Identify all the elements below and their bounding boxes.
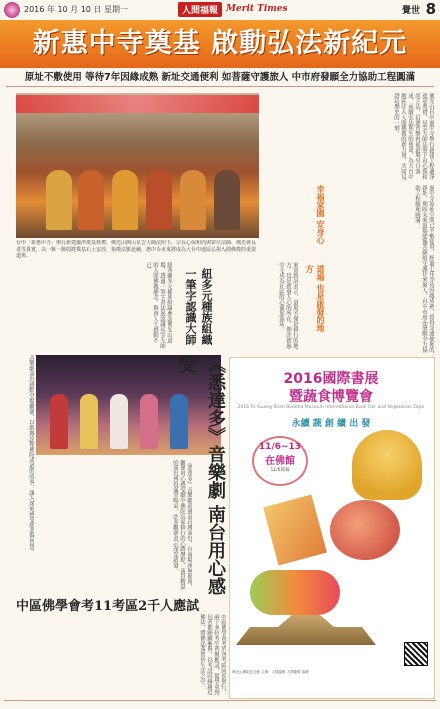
figure xyxy=(146,170,172,230)
article-column: 來賓致詞表示，道場不僅是修行的地方，也是啟發人心的所在，期許新惠中寺成為社區的心靈加油站。 xyxy=(278,262,298,349)
ad-hours: 11/6開幕 xyxy=(270,468,290,473)
qr-code-icon xyxy=(404,642,428,666)
figure xyxy=(50,394,68,449)
ad-title-second-line: 暨蔬食博覽會 xyxy=(289,389,373,405)
pull-quote: 道場 也是啟發的地方 xyxy=(305,265,325,332)
logo-chinese: 人間福報 xyxy=(178,2,222,17)
story-heading: 紐多元種族組織 一筆字認識大師 xyxy=(184,268,213,345)
figure xyxy=(110,394,128,449)
divider xyxy=(6,86,434,87)
fruit-character-illustration xyxy=(330,500,400,560)
figure xyxy=(46,170,72,230)
lotus-logo-icon xyxy=(4,2,20,18)
ad-date-badge xyxy=(252,436,308,486)
ad-subtitle: 2016 Fo Guang Shan Buddha Museum International Book Fair and Vegetarian Expo xyxy=(237,405,425,410)
ad-dates: 11/6~13 xyxy=(258,442,302,452)
photo-banner xyxy=(16,95,259,113)
subheadline: 原址不敷使用 等待7年因緣成熟 新址交通便利 如菩薩守護旅人 中市府發願全力協助工程圓滿 xyxy=(24,72,416,83)
article-column: 惠中寺原址空間已不敷使用，經過七年等待因緣成熟，覓得交通便利的新址，期盼未來道場能像菩薩般守護往來旅人，台中市府亦發願全力協助工程順利圓滿。 xyxy=(414,185,434,353)
figure xyxy=(180,170,206,230)
issue-date: 2016 年 10 月 10 日 星期一 xyxy=(24,5,128,14)
article-column: 《悉達多》音樂劇巡迴南台灣演出，台南場座無虛席，觀眾用心感受劇中佛陀出家修行的心路歷程，演員精湛的演出博得滿堂喝采，許多觀眾表示深受啟發。 xyxy=(172,460,192,590)
figure xyxy=(112,170,138,230)
photo-caption: 台中「新惠中寺」舉行新建灑淨奠基典禮，佛光山開山星雲大師法照下，宗長心保和尚與眾位法師、佛光會長老等貴賓，以一鏟一鏟的將奠基石土安放，象徵法脈延續，惠中寺未來將成為大台中地區弘揚人間佛教的重要道場。 xyxy=(16,240,257,259)
ad-footer: 佛光山佛陀紀念館 主辦 · 人間福報 人間衛視 協辦 xyxy=(232,670,309,674)
pull-quote: 幸福家園 安身心 xyxy=(316,185,325,244)
groundbreaking-photo xyxy=(16,93,259,238)
ad-venue: 在佛館 xyxy=(265,456,295,467)
figure xyxy=(80,394,98,449)
page-number: 8 xyxy=(425,0,436,18)
main-headline: 新惠中寺奠基 啟動弘法新紀元 xyxy=(32,28,408,59)
bottom-rule xyxy=(4,700,436,701)
figure xyxy=(140,394,158,449)
figure xyxy=(78,170,104,230)
vegetable-illustration xyxy=(250,570,340,615)
story-heading: 《悉達多》音樂劇 南台用心感受 xyxy=(175,355,226,596)
story-heading: 中區佛學會考11考區2千人應試 xyxy=(16,599,200,614)
article-column: 佛光山台中惠中寺舉行新建工程灑淨奠基典禮，星雲大師法照下由心保和尚主法，信眾齊聚祝福道場早日落成，承續弘法利生的使命，為大台中地區注入人間佛教的新力量，共同見證這歷史的一刻。 xyxy=(393,93,434,180)
logo-english: Merit Times xyxy=(226,4,288,14)
section-name: 覺世 xyxy=(401,6,420,16)
article-column: 紐西蘭多元種族組織參訪佛光山道場，透過一筆字書法展認識星雲大師的人間佛教理念，與會人士感動不已。 xyxy=(145,262,172,349)
article-column: 中區佛學會考於各考區同步舉行，兩千多位考生齊聚應試，從學童到長者都踴躍參與，以考試因緣親近佛法，將佛法落實於生活之中。 xyxy=(199,614,226,695)
article-column: 音樂劇演出感動全場觀眾，以歌舞詮釋佛陀成道的故事，讓人深刻感受慈悲與智慧。 xyxy=(28,355,34,555)
ad-title: 2016國際書展 xyxy=(283,371,379,387)
ad-tagline: 永續 蔬 創 續 出 發 xyxy=(291,419,371,429)
buddha-illustration-icon xyxy=(352,430,422,500)
figure xyxy=(170,394,188,449)
figure xyxy=(214,170,240,230)
masthead-logo xyxy=(178,2,288,16)
